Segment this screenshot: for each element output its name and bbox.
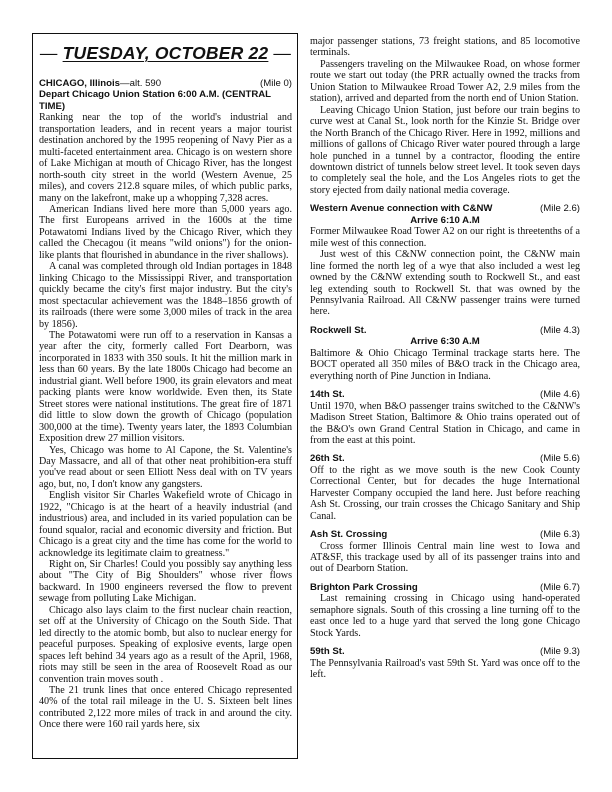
paragraph: Chicago also lays claim to the first nuclear chain reaction, set off at the University of Chicago on the South Side. That led directly to the atomic bomb, but also to nuclear energy for peaceful purposes. Speaking of explosive events, large open spaces left behind 34 years ago as a result of the April, 1968, riots may still be seen in the area of Roosevelt Road as our convention train moves south . [39, 604, 292, 685]
paragraph: A canal was completed through old Indian portages in 1848 linking Chicago to the Mississippi River, and transportation quickly became the city's first major industry. But the city's most spectacular achievement was the 1848–1856 growth of its railroads (there were some 3,000 miles of track in the area by 1856). [39, 261, 292, 330]
stop-mile: (Mile 9.3) [540, 646, 580, 658]
heading-dash-right: — [268, 43, 292, 63]
stop-heading-western-avenue [310, 203, 580, 214]
left-column-box [32, 33, 298, 759]
heading-dash-left: — [39, 43, 63, 63]
heading-title: TUESDAY, OCTOBER 22 [62, 43, 269, 63]
stop-heading-ash-st [310, 529, 580, 540]
paragraph: Right on, Sir Charles! Could you possibly say anything less about "The City of Big Shoulders" whose river flows backward. In 1900 engineers reversed the flow to prevent sewage from polluting Lake Michigan. [39, 559, 292, 605]
stop-mile: (Mile 6.3) [540, 529, 580, 541]
paragraph: Cross former Illinois Central main line west to Iowa and AT&SF, this trackage used by all of its passenger trains into and out of Dearborn Station. [310, 540, 580, 575]
stop-name: Ash St. Crossing [310, 529, 388, 541]
stop-mile: (Mile 4.3) [540, 324, 580, 336]
paragraph: The Potawatomi were run off to a reservation in Kansas a year after the city, formerly called Fort Dearborn, was incorporated in 1833 with 350 souls. It hit the million mark in less than 60 years. By the late 1800s Chicago had become an industrial giant. Well before 1900, its grain elevators and meat packing plants were know worldwide. Even then, its State Street stores were national institutions. The great fire of 1871 did little to slow down the growth of Chicago (population 300,000 at the time). Twenty years later, the 1893 Columbian Exposition drew 27 million visitors. [39, 329, 292, 445]
stop-heading-rockwell [310, 325, 580, 336]
stop-name: Western Avenue connection with C&NW [310, 203, 493, 215]
stop-name: 59th St. [310, 646, 345, 658]
continued-paragraph: major passenger stations, 73 freight stations, and 85 locomotive terminals. [310, 36, 580, 59]
stop-name: Brighton Park Crossing [310, 581, 418, 593]
stop-mile: (Mile 0) [260, 78, 292, 89]
date-heading [39, 42, 292, 64]
stop-name: 26th St. [310, 453, 345, 465]
paragraph: The 21 trunk lines that once entered Chicago represented 40% of the total rail mileage in the U. S. Sixteen belt lines contributed 2,122 more miles of track in and around the city. Once there were 160 rail yards here, six [39, 685, 292, 731]
paragraph: Off to the right as we move south is the new Cook County Correctional Center, but for decades the huge International Harvester Company occupied the land here. Just before reaching Ash St. Crossing, our train crosses the Chicago Sanitary and Ship Canal. [310, 464, 580, 522]
stop-mile: (Mile 6.7) [540, 581, 580, 593]
stop-heading-chicago [39, 78, 292, 89]
stop-altitude: —alt. 590 [120, 78, 162, 89]
stop-heading-brighton-park [310, 582, 580, 593]
stop-mile: (Mile 2.6) [540, 203, 580, 215]
paragraph: Passengers traveling on the Milwaukee Road, on whose former route we start out today (the PRR actually owned the tracks from Union Station to Milwaukee Rroad Tower A2, 2.9 miles from the station), arrived and departed from the north end of Union Station. [310, 58, 580, 105]
stop-name: CHICAGO, Illinois [39, 78, 121, 89]
stop-heading-14th-st [310, 389, 580, 400]
paragraph: Leaving Chicago Union Station, just before our train begins to curve west at Canal St., look north for the Kinzie St. Bridge over the North Branch of the Chicago River. Here in 1992, millions and millions of gallons of Chicago River water poured through a large hole punched in a tunnel by a contractor, flooding the entire downtown district of tunnels below street level. It took seven days to completely seal the hole, and the Los Angeles riots to get the story ejected from daily national media coverage. [310, 104, 580, 196]
stop-mile: (Mile 5.6) [540, 453, 580, 465]
stop-name: Rockwell St. [310, 324, 367, 336]
depart-time: Depart Chicago Union Station 6:00 A.M. (CENTRAL TIME) [39, 89, 271, 112]
arrive-time: Arrive 6:30 A.M [410, 336, 480, 348]
stop-name: 14th St. [310, 389, 345, 401]
paragraph: American Indians lived here more than 5,000 years ago. The first Europeans arrived in the 1600s at the time Potawatomi Indians lived by the Chicago River, which they called the Checagou (it means "wild onions") for the onion-like plants that flourished in abundance in the river shallows). [39, 203, 292, 261]
paragraph: Yes, Chicago was home to Al Capone, the St. Valentine's Day Massacre, and all of that other neat prohibition-era stuff you've read about or seen Elliott Ness deal with on TV years ago, but, no, I don't know any gangsters. [39, 444, 292, 490]
arrive-time: Arrive 6:10 A.M [410, 214, 480, 226]
paragraph: Just west of this C&NW connection point, the C&NW main line formed the north leg of a wye that also included a west leg owned by the C&NW extending south to Rockwell St., and east leg extending south to Rockwell St. that was owned by the Pennsylvania Railroad. All C&NW passenger trains were turned here. [310, 249, 580, 318]
page [32, 33, 580, 759]
paragraph: The Pennsylvania Railroad's vast 59th St. Yard was once off to the left. [310, 657, 580, 681]
paragraph: Last remaining crossing in Chicago using hand-operated semaphore signals. South of this crossing a line turning off to the east once led to a huge yard that served the long gone Chicago Stock Yards. [310, 593, 580, 639]
paragraph: Until 1970, when B&O passenger trains switched to the C&NW's Madison Street Station, Baltimore & Ohio trains operated out of the B&O's own Grand Central Station in Chicago, and came in from the east at this point. [310, 400, 580, 446]
stop-heading-26th-st [310, 453, 580, 464]
paragraph: Former Milwaukee Road Tower A2 on our right is threetenths of a mile west of this connection. [310, 226, 580, 249]
right-column [310, 36, 580, 681]
paragraph: Baltimore & Ohio Chicago Terminal trackage starts here. The BOCT operated all 350 miles of B&O track in the Chicago area, everything north of Pine Junction in Indiana. [310, 347, 580, 382]
stop-mile: (Mile 4.6) [540, 389, 580, 401]
paragraph: Ranking near the top of the world's industrial and transportation leaders, and in recent years a major tourist destination anchored by the 1995 reopening of Navy Pier as a multi-faceted entertainment area. Chicago is on western shore of Lake Michigan at mouth of Chicago River, has the longest north-south city street in the world (Western Avenue, 25 miles), and covers 212.8 square miles, of which public parks, many on the lakefront, make up a whopping 7,328 acres. [39, 112, 292, 204]
paragraph: English visitor Sir Charles Wakefield wrote of Chicago in 1922, "Chicago is at the heart of a heavily industrial (and industrious) area, and included in its varied population can be found squalor, racial and economic diversity and friction. But Chicago is a great city and the time has come for the world to acknowledge its legitimate claim to greatness." [39, 490, 292, 559]
stop-heading-59th-st [310, 646, 580, 657]
